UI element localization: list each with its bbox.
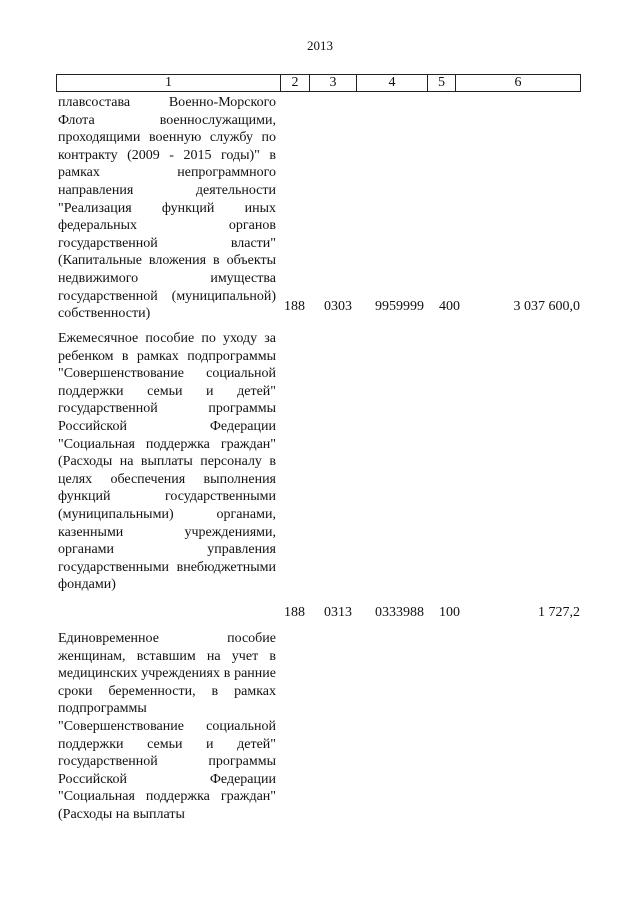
row-col-2: 188	[284, 299, 305, 314]
page-number: 2013	[307, 38, 333, 53]
table-row	[56, 94, 580, 323]
row-description: Ежемесячное пособие по уходу за ребенком в рамках подпрограммы "Совершенствование социальной поддержки семьи и детей" государственной программы Российской Федерации "Социальная поддержка граждан" (Расходы на выплаты персоналу в целях обеспечения выполнения функций государственными (муниципальными) органами, казенными учреждениями, органами управления государственными внебюджетными фондами)	[58, 331, 276, 593]
row-col-3: 0313	[324, 605, 352, 620]
header-col-1: 1	[57, 75, 281, 91]
table-row	[56, 630, 580, 824]
row-col-5: 100	[439, 605, 460, 620]
row-col-4: 9959999	[375, 299, 424, 314]
header-col-3: 3	[310, 75, 357, 91]
header-col-4: 4	[357, 75, 428, 91]
row-col-2: 188	[284, 605, 305, 620]
table-row	[56, 330, 580, 620]
table-header-row	[56, 74, 581, 92]
header-col-2: 2	[281, 75, 310, 91]
header-col-6: 6	[514, 75, 522, 90]
row-col-4: 0333988	[375, 605, 424, 620]
row-col-5: 400	[439, 299, 460, 314]
header-col-5: 5	[428, 75, 456, 91]
row-description: Единовременное пособие женщинам, вставшим на учет в медицинских учреждениях в ранние сроки беременности, в рамках подпрограммы "Совершенствование социальной поддержки семьи и детей" государственной программы Российской Федерации "Социальная поддержка граждан" (Расходы на выплаты	[58, 631, 276, 822]
row-col-6: 3 037 600,0	[513, 299, 580, 314]
row-description: плавсостава Военно-Морского Флота военнослужащими, проходящими военную службу по контракту (2009 - 2015 годы)" в рамках непрограммного направления деятельности "Реализация функций иных федеральных органов государственной власти" (Капитальные вложения в объекты недвижимого имущества государственной (муниципальной) собственности)	[58, 95, 276, 322]
row-col-3: 0303	[324, 299, 352, 314]
row-col-6: 1 727,2	[538, 605, 580, 620]
